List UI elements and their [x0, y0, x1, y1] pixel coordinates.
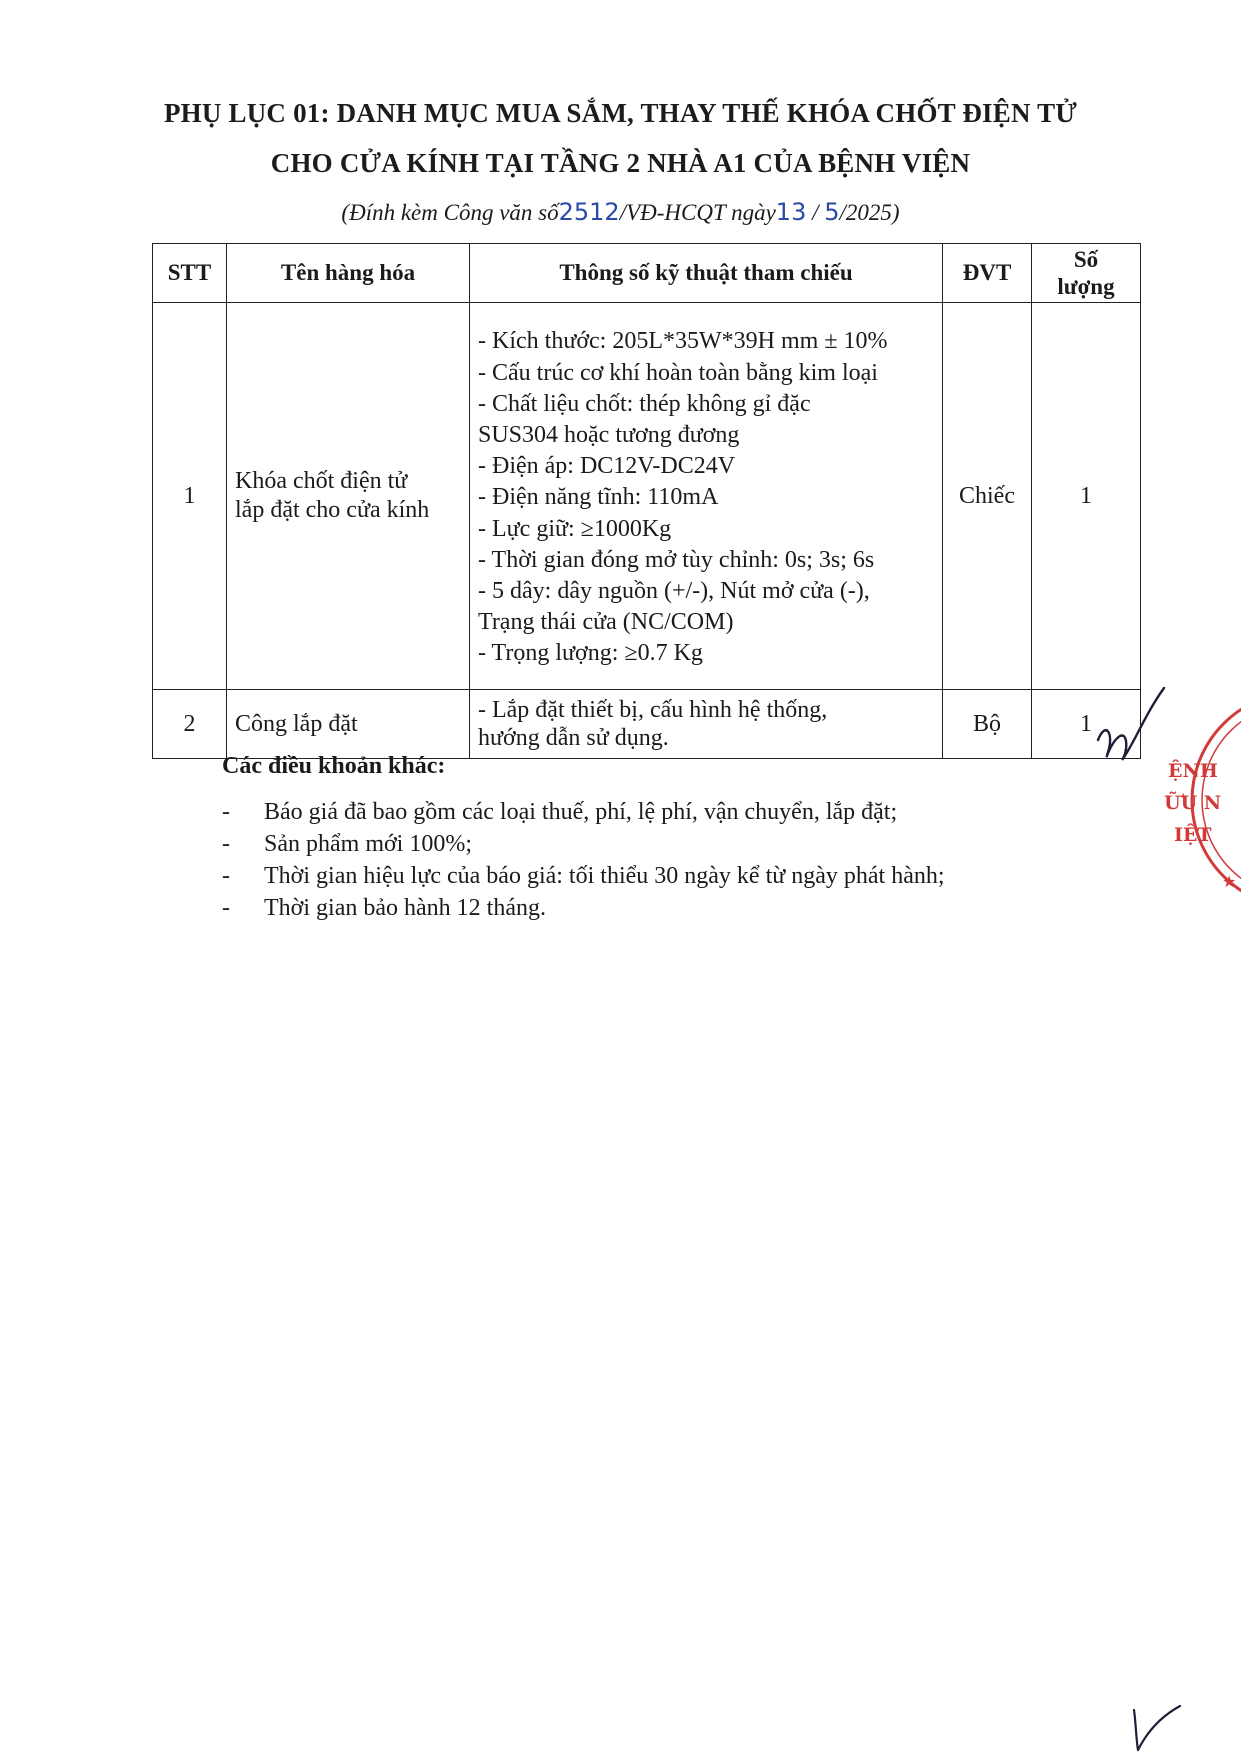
initials-mark — [1128, 1700, 1188, 1755]
bullet-dash: - — [222, 831, 230, 857]
row1-unit: Chiếc — [943, 303, 1032, 690]
handwritten-doc-number: 2512 — [558, 198, 620, 226]
row2-unit: Bộ — [943, 690, 1032, 759]
list-item — [222, 860, 945, 892]
stamp-star-icon: ★ — [1222, 872, 1237, 891]
subtitle-mid: /VĐ-HCQT ngày — [619, 200, 776, 225]
stamp-line-3: IỆT — [1174, 824, 1212, 846]
spec-line: SUS304 hoặc tương đương — [478, 421, 740, 448]
row1-name — [227, 303, 470, 690]
subtitle-sep: / — [806, 200, 825, 225]
spec-line: - Điện năng tĩnh: 110mA — [478, 484, 719, 511]
spec-line: Trạng thái cửa (NC/COM) — [478, 609, 734, 636]
header-spec: Thông số kỹ thuật tham chiếu — [470, 244, 943, 303]
row2-spec — [470, 690, 943, 759]
bullet-dash: - — [222, 863, 230, 889]
bullet-dash: - — [222, 799, 230, 825]
term-text: Báo giá đã bao gồm các loại thuế, phí, lệ phí, vận chuyển, lắp đặt; — [264, 799, 898, 825]
table-row — [153, 303, 1141, 690]
header-name: Tên hàng hóa — [227, 244, 470, 303]
initials-signature — [1090, 680, 1170, 780]
row1-name-line2: lắp đặt cho cửa kính — [235, 497, 430, 523]
spec-line: - Trọng lượng: ≥0.7 Kg — [478, 640, 703, 667]
row1-spec — [470, 303, 943, 690]
subtitle-suffix: /2025) — [839, 200, 900, 225]
header-unit: ĐVT — [943, 244, 1032, 303]
header-stt: STT — [153, 244, 227, 303]
list-item — [222, 892, 945, 924]
handwritten-day: 13 — [775, 198, 807, 226]
row1-qty: 1 — [1032, 303, 1141, 690]
handwritten-month: 5 — [824, 198, 840, 226]
spec-line: - Chất liệu chốt: thép không gỉ đặc — [478, 390, 811, 417]
title-line-2: CHO CỬA KÍNH TẠI TẦNG 2 NHÀ A1 CỦA BỆNH VIỆN — [270, 148, 971, 178]
term-text: Sản phẩm mới 100%; — [264, 831, 473, 857]
header-qty — [1032, 244, 1141, 303]
stamp-line-2: ỮU N — [1164, 792, 1222, 814]
term-text: Thời gian bảo hành 12 tháng. — [264, 895, 546, 921]
header-qty-line1: Số — [1073, 247, 1099, 272]
terms-list — [222, 796, 945, 924]
table-row — [153, 690, 1141, 759]
row2-stt: 2 — [153, 690, 227, 759]
table-header-row — [153, 244, 1141, 303]
spec-line: - Lực giữ: ≥1000Kg — [478, 515, 672, 542]
row1-stt: 1 — [153, 303, 227, 690]
spec-line: - Cấu trúc cơ khí hoàn toàn bằng kim loại — [478, 359, 878, 386]
procurement-table — [152, 243, 1141, 759]
spec-line: - Điện áp: DC12V-DC24V — [478, 453, 736, 480]
stamp-line-1: ỆNH — [1168, 760, 1218, 782]
subtitle-prefix: (Đính kèm Công văn số — [341, 200, 559, 225]
list-item — [222, 828, 945, 860]
subtitle — [0, 198, 1241, 226]
term-text: Thời gian hiệu lực của báo giá: tối thiểu 30 ngày kể từ ngày phát hành; — [264, 863, 945, 889]
row2-name: Công lắp đặt — [227, 690, 470, 759]
spec-line: - Thời gian đóng mở tùy chỉnh: 0s; 3s; 6s — [478, 546, 875, 573]
title-line-1: PHỤ LỤC 01: DANH MỤC MUA SẮM, THAY THẾ KHÓA CHỐT ĐIỆN TỬ — [163, 98, 1078, 128]
row2-qty: 1 — [1032, 690, 1141, 759]
header-qty-line2: lượng — [1057, 274, 1115, 299]
terms-title: Các điều khoản khác: — [222, 753, 446, 779]
spec-line: - Lắp đặt thiết bị, cấu hình hệ thống, — [478, 697, 828, 723]
bullet-dash: - — [222, 895, 230, 921]
spec-line: - 5 dây: dây nguồn (+/-), Nút mở cửa (-), — [478, 578, 870, 604]
spec-line: - Kích thước: 205L*35W*39H mm ± 10% — [478, 328, 888, 355]
row1-name-line1: Khóa chốt điện tử — [235, 468, 408, 494]
spec-line: hướng dẫn sử dụng. — [478, 725, 669, 751]
list-item — [222, 796, 945, 828]
